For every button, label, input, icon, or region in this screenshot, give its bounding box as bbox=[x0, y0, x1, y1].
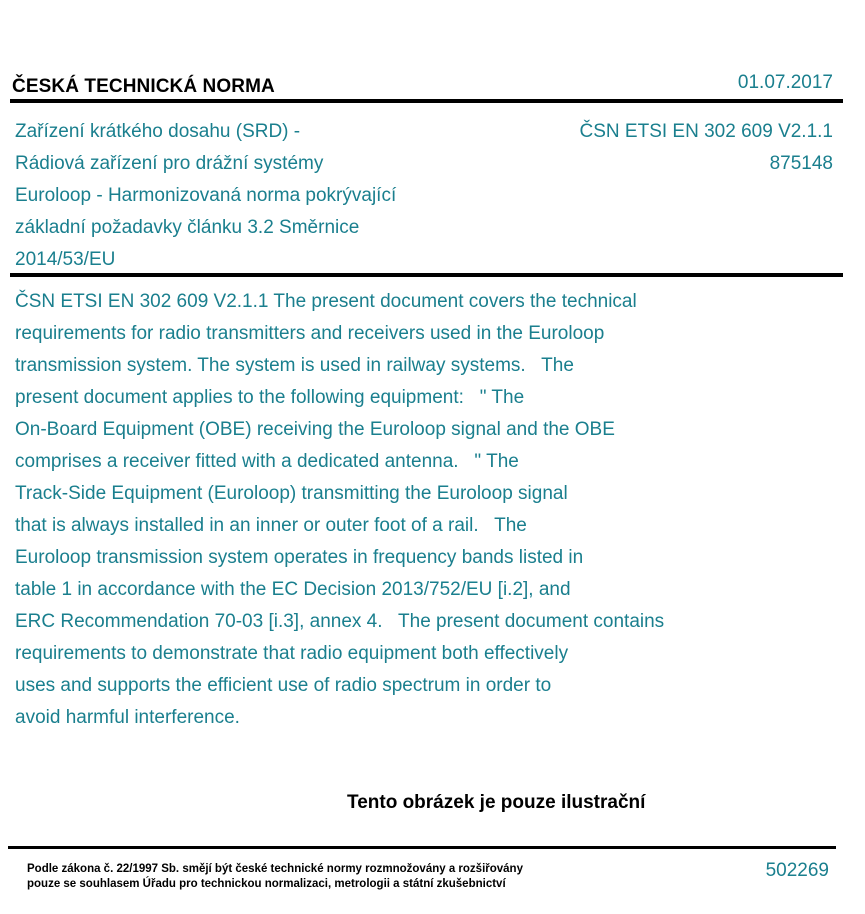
abstract-line: requirements to demonstrate that radio equipment both effectively bbox=[15, 643, 569, 664]
footer-divider bbox=[8, 846, 836, 849]
title-divider bbox=[10, 273, 843, 277]
standard-title bbox=[15, 116, 485, 276]
title-line: Euroloop - Harmonizovaná norma pokrývající bbox=[15, 185, 397, 206]
title-line: Rádiová zařízení pro drážní systémy bbox=[15, 153, 324, 174]
abstract-text bbox=[15, 286, 775, 734]
abstract-line: requirements for radio transmitters and receivers used in the Euroloop bbox=[15, 323, 605, 344]
standard-code: ČSN ETSI EN 302 609 V2.1.1 bbox=[579, 121, 833, 142]
footer-document-number: 502269 bbox=[765, 860, 829, 881]
illustration-disclaimer: Tento obrázek je pouze ilustrační bbox=[347, 792, 646, 813]
copyright-line: pouze se souhlasem Úřadu pro technickou normalizaci, metrologii a státní zkušebnictví bbox=[27, 878, 506, 890]
abstract-line: that is always installed in an inner or outer foot of a rail. The bbox=[15, 515, 527, 536]
abstract-line: comprises a receiver fitted with a dedicated antenna. " The bbox=[15, 451, 519, 472]
standard-identifiers bbox=[580, 116, 833, 180]
copyright-notice bbox=[27, 862, 523, 892]
title-line: 2014/53/EU bbox=[15, 249, 116, 270]
abstract-line: Euroloop transmission system operates in frequency bands listed in bbox=[15, 547, 584, 568]
publication-date: 01.07.2017 bbox=[737, 72, 833, 93]
document-type-heading: ČESKÁ TECHNICKÁ NORMA bbox=[12, 76, 275, 97]
abstract-line: uses and supports the efficient use of radio spectrum in order to bbox=[15, 675, 552, 696]
abstract-line: avoid harmful interference. bbox=[15, 707, 240, 728]
abstract-line: ČSN ETSI EN 302 609 V2.1.1 The present document covers the technical bbox=[15, 291, 637, 312]
abstract-line: transmission system. The system is used in railway systems. The bbox=[15, 355, 574, 376]
abstract-line: On-Board Equipment (OBE) receiving the Euroloop signal and the OBE bbox=[15, 419, 615, 440]
title-line: základní požadavky článku 3.2 Směrnice bbox=[15, 217, 360, 238]
header-divider bbox=[10, 99, 843, 103]
copyright-line: Podle zákona č. 22/1997 Sb. smějí být české technické normy rozmnožovány a rozšiřovány bbox=[27, 863, 523, 875]
abstract-line: table 1 in accordance with the EC Decision 2013/752/EU [i.2], and bbox=[15, 579, 571, 600]
abstract-line: Track-Side Equipment (Euroloop) transmitting the Euroloop signal bbox=[15, 483, 568, 504]
title-line: Zařízení krátkého dosahu (SRD) - bbox=[15, 121, 301, 142]
catalog-number: 875148 bbox=[769, 153, 833, 174]
abstract-line: present document applies to the following equipment: " The bbox=[15, 387, 525, 408]
abstract-line: ERC Recommendation 70-03 [i.3], annex 4. The present document contains bbox=[15, 611, 665, 632]
